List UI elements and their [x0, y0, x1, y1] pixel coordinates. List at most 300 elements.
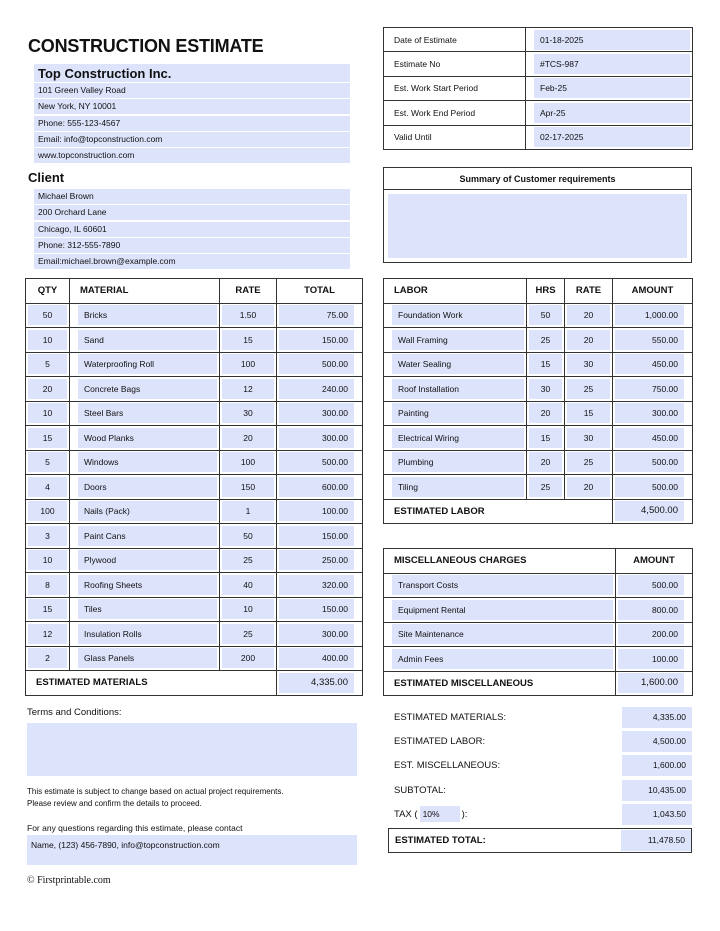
info-label: Est. Work End Period: [384, 101, 526, 125]
labor-cell[interactable]: [613, 352, 693, 377]
material-cell-value[interactable]: Roofing Sheets: [78, 575, 217, 595]
misc-row: [384, 598, 693, 623]
material-cell-value[interactable]: 75.00: [279, 305, 354, 325]
totals-summary: [388, 705, 692, 853]
labor-cell[interactable]: [527, 377, 565, 402]
material-cell-value[interactable]: Nails (Pack): [78, 501, 217, 521]
material-cell-value[interactable]: Windows: [78, 452, 217, 472]
material-header: QTY: [26, 279, 70, 304]
material-cell-value[interactable]: 100.00: [279, 501, 354, 521]
material-cell-value[interactable]: 320.00: [279, 575, 354, 595]
total-labor-label: ESTIMATED LABOR:: [394, 735, 486, 747]
labor-cell-value[interactable]: 30: [567, 354, 610, 374]
material-cell[interactable]: [70, 524, 220, 549]
labor-cell[interactable]: [384, 303, 527, 328]
grand-total-value[interactable]: 11,478.50: [621, 830, 691, 851]
material-cell-value[interactable]: 50: [222, 526, 274, 546]
material-total-row: [26, 671, 363, 696]
total-materials-value[interactable]: 4,335.00: [622, 707, 692, 728]
material-cell-value[interactable]: 20: [28, 379, 67, 399]
material-cell-value[interactable]: 100: [222, 354, 274, 374]
material-cell-value[interactable]: 300.00: [279, 403, 354, 423]
material-total-value[interactable]: 4,335.00: [279, 673, 354, 693]
labor-cell-value[interactable]: Foundation Work: [392, 305, 524, 325]
client-phone-field[interactable]: Phone: 312-555-7890: [34, 238, 350, 253]
material-cell[interactable]: [26, 450, 70, 475]
labor-cell[interactable]: [565, 328, 613, 353]
labor-row: [384, 426, 693, 451]
material-cell[interactable]: [277, 475, 363, 500]
misc-cell[interactable]: [616, 647, 693, 672]
subtotal-label: SUBTOTAL:: [394, 784, 446, 796]
misc-cell-value[interactable]: Equipment Rental: [392, 600, 613, 620]
company-email-field[interactable]: Email: info@topconstruction.com: [34, 132, 350, 147]
material-cell[interactable]: [26, 401, 70, 426]
misc-cell-value[interactable]: 800.00: [618, 600, 684, 620]
material-cell-value[interactable]: 500.00: [279, 354, 354, 374]
material-cell-value[interactable]: Doors: [78, 477, 217, 497]
material-cell[interactable]: [277, 401, 363, 426]
labor-cell[interactable]: [565, 377, 613, 402]
material-cell[interactable]: [70, 377, 220, 402]
material-cell[interactable]: [70, 499, 220, 524]
material-cell-value[interactable]: 10: [28, 550, 67, 570]
material-cell-value[interactable]: 5: [28, 354, 67, 374]
material-row: [26, 573, 363, 598]
labor-cell-value[interactable]: 20: [529, 452, 562, 472]
info-field[interactable]: [526, 76, 693, 100]
labor-cell-value[interactable]: 450.00: [615, 354, 684, 374]
material-cell[interactable]: [26, 426, 70, 451]
labor-cell-value[interactable]: 500.00: [615, 452, 684, 472]
material-cell[interactable]: [70, 622, 220, 647]
misc-cell-value[interactable]: 100.00: [618, 649, 684, 669]
labor-cell[interactable]: [384, 450, 527, 475]
material-cell[interactable]: [70, 646, 220, 671]
material-cell[interactable]: [277, 524, 363, 549]
material-cell-value[interactable]: 10: [28, 330, 67, 350]
labor-cell[interactable]: [565, 401, 613, 426]
labor-cell-value[interactable]: 25: [567, 379, 610, 399]
terms-heading: Terms and Conditions:: [27, 707, 122, 718]
material-cell[interactable]: [70, 597, 220, 622]
material-cell[interactable]: [26, 573, 70, 598]
material-cell-value[interactable]: Concrete Bags: [78, 379, 217, 399]
material-cell-value[interactable]: 150.00: [279, 526, 354, 546]
material-cell[interactable]: [70, 328, 220, 353]
labor-cell[interactable]: [613, 426, 693, 451]
misc-cell[interactable]: [616, 598, 693, 623]
misc-header: AMOUNT: [616, 549, 693, 574]
material-cell[interactable]: [26, 499, 70, 524]
labor-cell[interactable]: [613, 328, 693, 353]
labor-cell-value[interactable]: 20: [567, 305, 610, 325]
material-cell-value[interactable]: 150: [222, 477, 274, 497]
labor-cell-value[interactable]: 30: [567, 428, 610, 448]
total-materials-label: ESTIMATED MATERIALS:: [394, 711, 507, 723]
misc-cell-value[interactable]: Admin Fees: [392, 649, 613, 669]
subtotal-value[interactable]: 10,435.00: [622, 780, 692, 801]
material-cell-value[interactable]: 200: [222, 648, 274, 668]
material-cell[interactable]: [70, 426, 220, 451]
misc-cell-value[interactable]: Transport Costs: [392, 575, 613, 595]
material-cell-value[interactable]: Bricks: [78, 305, 217, 325]
labor-cell[interactable]: [527, 450, 565, 475]
info-label: Est. Work Start Period: [384, 76, 526, 100]
info-field[interactable]: [526, 28, 693, 52]
material-cell-value[interactable]: 40: [222, 575, 274, 595]
material-cell[interactable]: [26, 352, 70, 377]
material-cell-value[interactable]: 50: [28, 305, 67, 325]
company-name-field[interactable]: Top Construction Inc.: [34, 64, 350, 82]
labor-cell[interactable]: [565, 475, 613, 500]
material-cell[interactable]: [277, 646, 363, 671]
materials-table: [25, 278, 363, 696]
material-cell[interactable]: [26, 646, 70, 671]
material-row: [26, 328, 363, 353]
total-misc-value[interactable]: 1,600.00: [622, 755, 692, 776]
labor-cell-value[interactable]: 450.00: [615, 428, 684, 448]
info-field[interactable]: [526, 52, 693, 76]
note-line: This estimate is subject to change based on actual project requirements.: [27, 787, 284, 796]
misc-charges-table: [383, 548, 693, 696]
material-cell-value[interactable]: 8: [28, 575, 67, 595]
client-address-field[interactable]: 200 Orchard Lane: [34, 205, 350, 220]
info-row: [384, 28, 693, 52]
material-cell-value[interactable]: 300.00: [279, 624, 354, 644]
material-cell[interactable]: [70, 303, 220, 328]
material-cell-value[interactable]: 240.00: [279, 379, 354, 399]
labor-cell-value[interactable]: 20: [567, 477, 610, 497]
company-city-field[interactable]: New York, NY 10001: [34, 99, 350, 114]
labor-row: [384, 328, 693, 353]
customer-requirements-heading: Summary of Customer requirements: [384, 168, 691, 190]
material-total[interactable]: [277, 671, 363, 696]
client-email-field[interactable]: Email:michael.brown@example.com: [34, 254, 350, 269]
estimate-info-table: [383, 27, 693, 150]
material-cell[interactable]: [26, 475, 70, 500]
material-cell[interactable]: [277, 622, 363, 647]
material-cell[interactable]: [26, 548, 70, 573]
material-cell[interactable]: [277, 450, 363, 475]
info-field-value[interactable]: #TCS-987: [534, 54, 690, 74]
misc-row: [384, 573, 693, 598]
contact-label: For any questions regarding this estimate, please contact: [27, 823, 243, 833]
material-cell-value[interactable]: 25: [222, 550, 274, 570]
tax-value[interactable]: 1,043.50: [622, 804, 692, 825]
material-cell-value[interactable]: 1.50: [222, 305, 274, 325]
material-cell[interactable]: [26, 622, 70, 647]
labor-cell-value[interactable]: Tiling: [392, 477, 524, 497]
misc-cell[interactable]: [616, 622, 693, 647]
labor-cell[interactable]: [527, 352, 565, 377]
material-cell-value[interactable]: 10: [222, 599, 274, 619]
labor-cell-value[interactable]: 500.00: [615, 477, 684, 497]
terms-field[interactable]: [27, 723, 357, 776]
labor-cell[interactable]: [384, 475, 527, 500]
labor-cell-value[interactable]: 25: [529, 477, 562, 497]
document-title: CONSTRUCTION ESTIMATE: [28, 36, 264, 56]
material-cell-value[interactable]: Tiles: [78, 599, 217, 619]
material-cell[interactable]: [70, 548, 220, 573]
material-cell-value[interactable]: 15: [28, 599, 67, 619]
info-field-value[interactable]: 01-18-2025: [534, 30, 690, 50]
material-cell-value[interactable]: 300.00: [279, 428, 354, 448]
material-cell[interactable]: [220, 352, 277, 377]
misc-cell[interactable]: [616, 573, 693, 598]
client-heading: Client: [28, 170, 65, 185]
labor-cell[interactable]: [384, 426, 527, 451]
labor-cell-value[interactable]: 50: [529, 305, 562, 325]
material-row: [26, 377, 363, 402]
labor-cell-value[interactable]: Water Sealing: [392, 354, 524, 374]
labor-row: [384, 377, 693, 402]
labor-cell-value[interactable]: Roof Installation: [392, 379, 524, 399]
material-cell[interactable]: [277, 499, 363, 524]
labor-cell-value[interactable]: Electrical Wiring: [392, 428, 524, 448]
material-cell[interactable]: [70, 352, 220, 377]
info-field[interactable]: [526, 125, 693, 149]
material-cell[interactable]: [26, 328, 70, 353]
labor-cell[interactable]: [565, 450, 613, 475]
material-cell[interactable]: [277, 548, 363, 573]
labor-cell[interactable]: [527, 303, 565, 328]
grand-total-label: ESTIMATED TOTAL:: [395, 835, 486, 847]
material-cell[interactable]: [26, 377, 70, 402]
info-label: Estimate No: [384, 52, 526, 76]
labor-cell[interactable]: [384, 328, 527, 353]
material-cell-value[interactable]: Waterproofing Roll: [78, 354, 217, 374]
labor-cell-value[interactable]: 30: [529, 379, 562, 399]
material-cell-value[interactable]: 150.00: [279, 330, 354, 350]
labor-total-value[interactable]: 4,500.00: [615, 501, 684, 521]
material-cell[interactable]: [220, 475, 277, 500]
info-row: [384, 125, 693, 149]
labor-cell-value[interactable]: 550.00: [615, 330, 684, 350]
material-cell[interactable]: [220, 377, 277, 402]
company-website-field[interactable]: www.topconstruction.com: [34, 148, 350, 163]
subtotal-row: [388, 778, 692, 802]
labor-row: [384, 352, 693, 377]
misc-total[interactable]: [616, 671, 693, 696]
material-cell[interactable]: [277, 597, 363, 622]
material-cell[interactable]: [70, 450, 220, 475]
material-cell[interactable]: [220, 597, 277, 622]
material-cell-value[interactable]: Insulation Rolls: [78, 624, 217, 644]
customer-requirements-field[interactable]: [388, 194, 687, 258]
material-row: [26, 352, 363, 377]
tax-label-end: ):: [461, 809, 468, 821]
total-misc-row: [388, 754, 692, 778]
labor-cell-value[interactable]: 20: [529, 403, 562, 423]
material-cell-value[interactable]: 100: [222, 452, 274, 472]
misc-header: MISCELLANEOUS CHARGES: [384, 549, 616, 574]
material-cell-value[interactable]: 5: [28, 452, 67, 472]
material-cell[interactable]: [220, 622, 277, 647]
labor-header: RATE: [565, 279, 613, 304]
info-label: Valid Until: [384, 125, 526, 149]
labor-cell-value[interactable]: 15: [529, 354, 562, 374]
material-cell[interactable]: [220, 303, 277, 328]
labor-cell[interactable]: [384, 352, 527, 377]
material-cell-value[interactable]: 600.00: [279, 477, 354, 497]
material-cell-value[interactable]: 4: [28, 477, 67, 497]
labor-header: AMOUNT: [613, 279, 693, 304]
material-cell[interactable]: [70, 401, 220, 426]
material-cell[interactable]: [220, 548, 277, 573]
labor-cell-value[interactable]: 20: [567, 330, 610, 350]
total-materials-row: [388, 705, 692, 729]
material-row: [26, 450, 363, 475]
labor-cell-value[interactable]: 300.00: [615, 403, 684, 423]
labor-cell[interactable]: [565, 352, 613, 377]
contact-field[interactable]: Name, (123) 456-7890, info@topconstruction.com: [27, 835, 357, 865]
info-field[interactable]: [526, 101, 693, 125]
material-cell[interactable]: [277, 303, 363, 328]
labor-cell[interactable]: [565, 303, 613, 328]
labor-row: [384, 475, 693, 500]
labor-cell[interactable]: [565, 426, 613, 451]
labor-cell-value[interactable]: Wall Framing: [392, 330, 524, 350]
material-header: TOTAL: [277, 279, 363, 304]
company-address-field[interactable]: 101 Green Valley Road: [34, 83, 350, 98]
material-row: [26, 622, 363, 647]
tax-rate-field[interactable]: 10%: [420, 806, 460, 822]
material-cell[interactable]: [220, 573, 277, 598]
labor-cell[interactable]: [527, 426, 565, 451]
misc-cell[interactable]: [384, 622, 616, 647]
material-cell[interactable]: [277, 573, 363, 598]
misc-total-value[interactable]: 1,600.00: [618, 673, 684, 693]
material-cell-value[interactable]: Paint Cans: [78, 526, 217, 546]
material-cell-value[interactable]: 2: [28, 648, 67, 668]
labor-cell[interactable]: [384, 401, 527, 426]
labor-cell-value[interactable]: 15: [529, 428, 562, 448]
material-cell-value[interactable]: 12: [222, 379, 274, 399]
material-cell-value[interactable]: 400.00: [279, 648, 354, 668]
labor-cell-value[interactable]: 750.00: [615, 379, 684, 399]
misc-cell[interactable]: [384, 598, 616, 623]
client-name-field[interactable]: Michael Brown: [34, 189, 350, 204]
material-cell[interactable]: [70, 573, 220, 598]
labor-cell[interactable]: [527, 328, 565, 353]
material-cell[interactable]: [220, 524, 277, 549]
credit-text: © Firstprintable.com: [27, 875, 111, 886]
labor-cell[interactable]: [613, 401, 693, 426]
labor-cell[interactable]: [613, 303, 693, 328]
tax-row: [388, 802, 692, 826]
material-cell[interactable]: [26, 597, 70, 622]
material-cell[interactable]: [26, 303, 70, 328]
client-info: [34, 189, 350, 270]
material-cell[interactable]: [220, 450, 277, 475]
material-header: RATE: [220, 279, 277, 304]
labor-cell[interactable]: [527, 401, 565, 426]
total-misc-label: EST. MISCELLANEOUS:: [394, 760, 501, 772]
material-cell[interactable]: [220, 499, 277, 524]
misc-cell[interactable]: [384, 573, 616, 598]
misc-total-row: [384, 671, 693, 696]
info-field-value[interactable]: Feb-25: [534, 78, 690, 98]
labor-cell-value[interactable]: 25: [529, 330, 562, 350]
material-row: [26, 646, 363, 671]
material-cell[interactable]: [220, 401, 277, 426]
labor-total-row: [384, 499, 693, 524]
misc-cell[interactable]: [384, 647, 616, 672]
labor-total[interactable]: [613, 499, 693, 524]
material-cell-value[interactable]: Sand: [78, 330, 217, 350]
info-field-value[interactable]: Apr-25: [534, 103, 690, 123]
labor-cell-value[interactable]: 25: [567, 452, 610, 472]
material-cell-value[interactable]: 20: [222, 428, 274, 448]
material-cell-value[interactable]: Steel Bars: [78, 403, 217, 423]
material-cell-value[interactable]: 500.00: [279, 452, 354, 472]
material-cell-value[interactable]: 150.00: [279, 599, 354, 619]
info-field-value[interactable]: 02-17-2025: [534, 127, 690, 147]
material-cell[interactable]: [220, 646, 277, 671]
labor-cell[interactable]: [613, 450, 693, 475]
labor-total-label: ESTIMATED LABOR: [384, 499, 613, 524]
labor-cell[interactable]: [384, 377, 527, 402]
material-cell-value[interactable]: 3: [28, 526, 67, 546]
material-row: [26, 303, 363, 328]
material-cell[interactable]: [220, 426, 277, 451]
misc-cell-value[interactable]: Site Maintenance: [392, 624, 613, 644]
material-cell-value[interactable]: Plywood: [78, 550, 217, 570]
labor-cell-value[interactable]: Plumbing: [392, 452, 524, 472]
client-city-field[interactable]: Chicago, IL 60601: [34, 222, 350, 237]
labor-cell[interactable]: [613, 377, 693, 402]
material-cell[interactable]: [277, 426, 363, 451]
material-cell[interactable]: [277, 328, 363, 353]
material-cell[interactable]: [220, 328, 277, 353]
total-labor-value[interactable]: 4,500.00: [622, 731, 692, 752]
material-row: [26, 426, 363, 451]
material-row: [26, 597, 363, 622]
labor-cell-value[interactable]: 1,000.00: [615, 305, 684, 325]
material-cell-value[interactable]: 10: [28, 403, 67, 423]
misc-cell-value[interactable]: 200.00: [618, 624, 684, 644]
misc-cell-value[interactable]: 500.00: [618, 575, 684, 595]
material-cell-value[interactable]: 250.00: [279, 550, 354, 570]
material-cell[interactable]: [277, 377, 363, 402]
info-row: [384, 52, 693, 76]
misc-row: [384, 622, 693, 647]
labor-cell-value[interactable]: Painting: [392, 403, 524, 423]
material-cell[interactable]: [277, 352, 363, 377]
material-cell-value[interactable]: 15: [28, 428, 67, 448]
labor-cell[interactable]: [527, 475, 565, 500]
company-phone-field[interactable]: Phone: 555-123-4567: [34, 116, 350, 131]
misc-row: [384, 647, 693, 672]
material-cell[interactable]: [26, 524, 70, 549]
material-cell-value[interactable]: 25: [222, 624, 274, 644]
labor-cell-value[interactable]: 15: [567, 403, 610, 423]
material-cell-value[interactable]: Wood Planks: [78, 428, 217, 448]
labor-row: [384, 450, 693, 475]
material-cell-value[interactable]: 12: [28, 624, 67, 644]
material-cell-value[interactable]: 1: [222, 501, 274, 521]
labor-header: LABOR: [384, 279, 527, 304]
material-row: [26, 524, 363, 549]
material-row: [26, 401, 363, 426]
material-cell-value[interactable]: 100: [28, 501, 67, 521]
material-cell-value[interactable]: 30: [222, 403, 274, 423]
material-cell[interactable]: [70, 475, 220, 500]
material-cell-value[interactable]: Glass Panels: [78, 648, 217, 668]
labor-cell[interactable]: [613, 475, 693, 500]
material-cell-value[interactable]: 15: [222, 330, 274, 350]
